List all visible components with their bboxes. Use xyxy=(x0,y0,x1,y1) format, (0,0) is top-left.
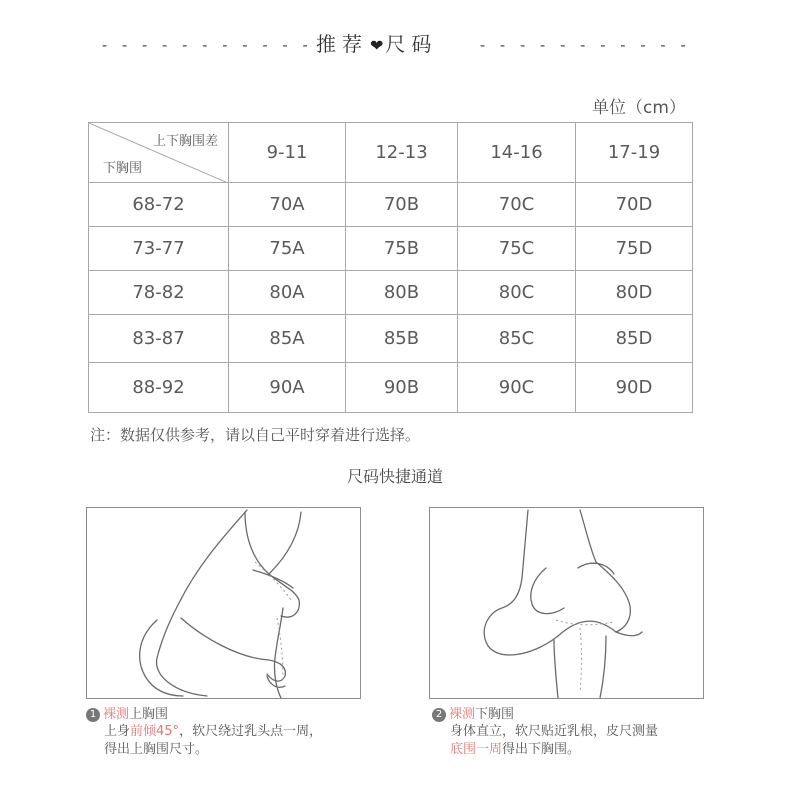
step-number-badge: 2 xyxy=(432,708,446,722)
size-cell: 75D xyxy=(576,227,693,271)
table-corner-cell xyxy=(89,123,229,183)
section-subtitle: 尺码快捷通道 xyxy=(346,467,443,486)
heart-icon: ❤ xyxy=(370,36,384,55)
step-2-line-2 xyxy=(450,741,658,759)
step-1-heading xyxy=(86,703,168,722)
size-cell: 80A xyxy=(229,271,346,315)
column-header: 14-16 xyxy=(458,123,576,183)
desc-highlight: 前倾45° xyxy=(130,724,180,739)
upper-bust-sketch xyxy=(87,508,360,698)
header-dashes-left: - - - - - - - - - - - xyxy=(100,36,311,54)
desc-highlight: 底围一周 xyxy=(450,742,503,757)
corner-label-difference: 上下胸围差 xyxy=(152,134,218,149)
underbust-illustration xyxy=(429,507,704,699)
column-header: 9-11 xyxy=(229,123,346,183)
step-title: 下胸围 xyxy=(475,707,515,722)
step-1-line-1 xyxy=(104,723,322,741)
table-row xyxy=(89,271,693,315)
step-2-line-1: 身体直立，软尺贴近乳根，皮尺测量 xyxy=(450,724,659,739)
size-cell: 85B xyxy=(346,315,458,363)
size-cell: 85C xyxy=(458,315,576,363)
header xyxy=(0,26,790,56)
size-cell: 70C xyxy=(458,183,576,227)
corner-label-underbust: 下胸围 xyxy=(103,161,143,176)
size-cell: 90B xyxy=(346,363,458,413)
size-cell: 80C xyxy=(458,271,576,315)
size-cell: 75B xyxy=(346,227,458,271)
underbust-sketch xyxy=(430,508,703,698)
size-cell: 70B xyxy=(346,183,458,227)
size-table xyxy=(88,122,693,413)
step-title: 上胸围 xyxy=(129,707,169,722)
size-cell: 85A xyxy=(229,315,346,363)
step-1-description xyxy=(104,723,322,759)
step-2-description xyxy=(450,723,658,759)
size-cell: 70A xyxy=(229,183,346,227)
title-left: 推荐 xyxy=(316,32,368,56)
step-1-line-2: 得出上胸围尺寸。 xyxy=(104,742,209,757)
size-cell: 70D xyxy=(576,183,693,227)
row-label: 88-92 xyxy=(89,363,229,413)
step-highlight: 裸测 xyxy=(449,707,476,722)
desc-text: ，软尺绕过乳头点一周， xyxy=(179,724,323,739)
size-cell: 75A xyxy=(229,227,346,271)
row-label: 78-82 xyxy=(89,271,229,315)
upper-bust-illustration xyxy=(86,507,361,699)
step-2-heading xyxy=(432,703,514,722)
size-note: 注：数据仅供参考，请以自己平时穿着进行选择。 xyxy=(90,426,421,444)
page-title xyxy=(316,28,476,57)
step-highlight: 裸测 xyxy=(103,707,130,722)
column-header: 12-13 xyxy=(346,123,458,183)
step-number-badge: 1 xyxy=(86,708,100,722)
table-row xyxy=(89,183,693,227)
size-cell: 90D xyxy=(576,363,693,413)
size-cell: 80B xyxy=(346,271,458,315)
size-cell: 85D xyxy=(576,315,693,363)
desc-text: 得出下胸围。 xyxy=(502,742,581,757)
header-dashes-right: - - - - - - - - - - - xyxy=(478,36,689,54)
size-cell: 90C xyxy=(458,363,576,413)
size-cell: 75C xyxy=(458,227,576,271)
table-row xyxy=(89,227,693,271)
row-label: 73-77 xyxy=(89,227,229,271)
desc-text: 上身 xyxy=(104,724,131,739)
unit-label: 单位（cm） xyxy=(592,98,686,118)
table-header-row xyxy=(89,123,693,183)
table-row xyxy=(89,363,693,413)
column-header: 17-19 xyxy=(576,123,693,183)
size-cell: 90A xyxy=(229,363,346,413)
size-cell: 80D xyxy=(576,271,693,315)
title-right: 尺码 xyxy=(385,32,438,56)
table-row xyxy=(89,315,693,363)
row-label: 83-87 xyxy=(89,315,229,363)
row-label: 68-72 xyxy=(89,183,229,227)
